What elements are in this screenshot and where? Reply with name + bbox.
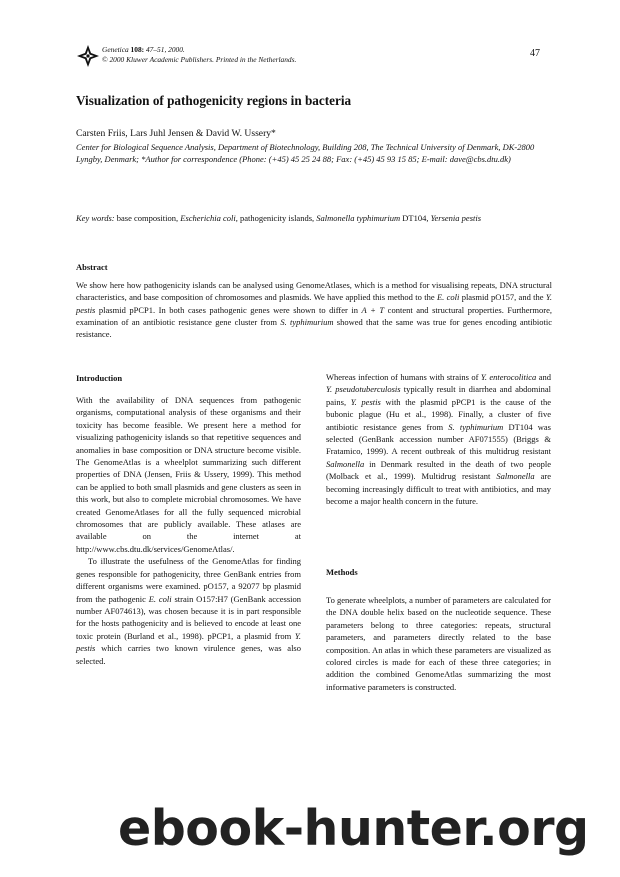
italic-run: S. typhimurium [448, 421, 504, 432]
italic-run: Y. pestis [76, 630, 301, 654]
introduction-column-left [76, 394, 301, 667]
italic-run: Y. pestis [350, 396, 381, 407]
article-title: Visualization of pathogenicity regions in bacteria [76, 93, 352, 108]
journal-name: Genetica [102, 45, 129, 54]
text-run: We show here how pathogenicity islands can be analysed using GenomeAtlases, which is a method for visualising repeats, DNA structural characteristics, and base composition of chromosomes and plasmids. We have applied this method to the [76, 280, 552, 303]
journal-volume: 108: [130, 45, 145, 54]
italic-run: Y. enterocolitica [480, 372, 537, 382]
italic-run: Y. pseudotuberculosis [326, 384, 401, 395]
text-run: typically result in diarrhea and abdominal pains, [326, 384, 551, 407]
italic-run: Yersenia pestis [430, 213, 482, 223]
text-run: strain O157:H7 (GenBank accession number AF074613), was chosen because it is in part responsible for the hosts pathogenicity and is believed to encode at least one toxic protein (Burland et al., 1998). pPCP1, a plasmid from [76, 593, 301, 641]
italic-run: A + T [361, 304, 385, 315]
text-run: with the plasmid pPCP1 is the cause of the bubonic plague (Hu et al., 1998). Finally, a cluster of five antibiotic resistance genes from [326, 396, 551, 432]
methods-column [326, 594, 551, 693]
introduction-paragraph-1: With the availability of DNA sequences from pathogenic organisms, computational analysis of these organisms and their toxicity has become feasible. We present here a method for visualizing pathogenicity islands so that repetitive sequences and anomalies in base composition or DNA structure become visible. The GenomeAtlas is a wheelplot summarizing such different properties of DNA (Jensen, Friis & Ussery, 1999). This method can be applied to both small plasmids and gene clusters as seen in this work, but also to complete microbial chromosomes. We have created GenomeAtlases for all the fully sequenced microbial chromosomes that are publicly available. These atlases are available on the internet at http://www.cbs.dtu.dk/services/GenomeAtlas/. [76, 395, 301, 554]
italic-run: Salmonella typhimurium [316, 213, 401, 223]
italic-run: E. coli [436, 292, 460, 303]
publisher-logo-icon [76, 44, 100, 68]
introduction-heading: Introduction [76, 373, 123, 383]
text-run: Whereas infection of humans with strains of [326, 372, 481, 382]
text-run: plasmid pPCP1. In both cases pathogenic genes were shown to differ in [95, 304, 362, 315]
methods-paragraph-1: To generate wheelplots, a number of parameters are calculated for the DNA double helix based on the nucleotide sequence. These parameters belong to three categories: repeats, structural parameters, and parameters directly related to the base composition. An atlas in which these parameters are visualized as colored circles is made for each of these three categories; in addition the combined GenomeAtlas summarizing the most informative parameters is constructed. [326, 595, 551, 692]
author-affiliation: Center for Biological Sequence Analysis, Department of Biotechnology, Building 208, The Technical University of Denmark, DK-2800 Lyngby, Denmark; *Author for correspondence (Phone: (+45) 45 25 24 88; Fax: (+45) 45 93 15 85; E-mail: dave@cbs.dtu.dk) [76, 142, 535, 165]
page-number: 47 [530, 48, 540, 59]
text-run: To illustrate the usefulness of the GenomeAtlas for finding genes responsible for pathogenicity, three GenBank entries from different organisms were examined. pO157, a 92077 bp plasmid from the pathogenic [76, 556, 301, 604]
text-run: showed that the same was true for genes encoding antibiotic resistance. [76, 316, 552, 340]
keywords [76, 212, 552, 224]
introduction-column-right [326, 371, 551, 507]
keywords-label: Key words: [76, 213, 115, 223]
introduction-paragraph-2 [76, 555, 301, 667]
text-run: content and structural properties. Furthermore, examination of an antibiotic resistance gene cluster from [76, 304, 552, 327]
text-run: and [536, 372, 551, 382]
author-list: Carsten Friis, Lars Juhl Jensen & David W. Ussery* [76, 128, 276, 139]
text-run: DT104 was selected (GenBank accession number AF071555) (Briggs & Fratamico, 1999). A recent outbreak of this multidrug resistant [326, 421, 551, 457]
copyright-line: © 2000 Kluwer Academic Publishers. Printed in the Netherlands. [102, 54, 297, 64]
journal-pages: 47–51, 2000. [145, 45, 185, 54]
watermark-text: ebook-hunter.org [118, 800, 589, 857]
keywords-text [115, 213, 481, 223]
text-run: which carries two known virulence genes, was also selected. [76, 643, 301, 666]
text-run: plasmid pO157, and the [459, 292, 546, 303]
italic-run: Salmonella [326, 458, 365, 469]
text-run: , pathogenicity islands, [235, 213, 317, 223]
abstract-heading: Abstract [76, 262, 108, 272]
journal-citation [102, 45, 402, 64]
introduction-paragraph-3 [326, 371, 551, 507]
methods-heading: Methods [326, 567, 358, 577]
italic-run: Salmonella [496, 471, 535, 482]
italic-run: Escherichia coli [180, 213, 236, 223]
text-run: are becoming increasingly difficult to treat with antibiotics, and may become a major health concern in the future. [326, 471, 551, 507]
italic-run: E. coli [148, 593, 172, 604]
text-run: base composition, [114, 213, 181, 223]
text-run: DT104, [400, 213, 431, 223]
italic-run: Y. pestis [76, 292, 552, 315]
text-run: in Denmark resulted in the death of two people (Molback et al., 1999). Multidrug resistant [326, 458, 551, 482]
abstract-text [76, 279, 552, 340]
italic-run: S. typhimurium [280, 316, 334, 327]
